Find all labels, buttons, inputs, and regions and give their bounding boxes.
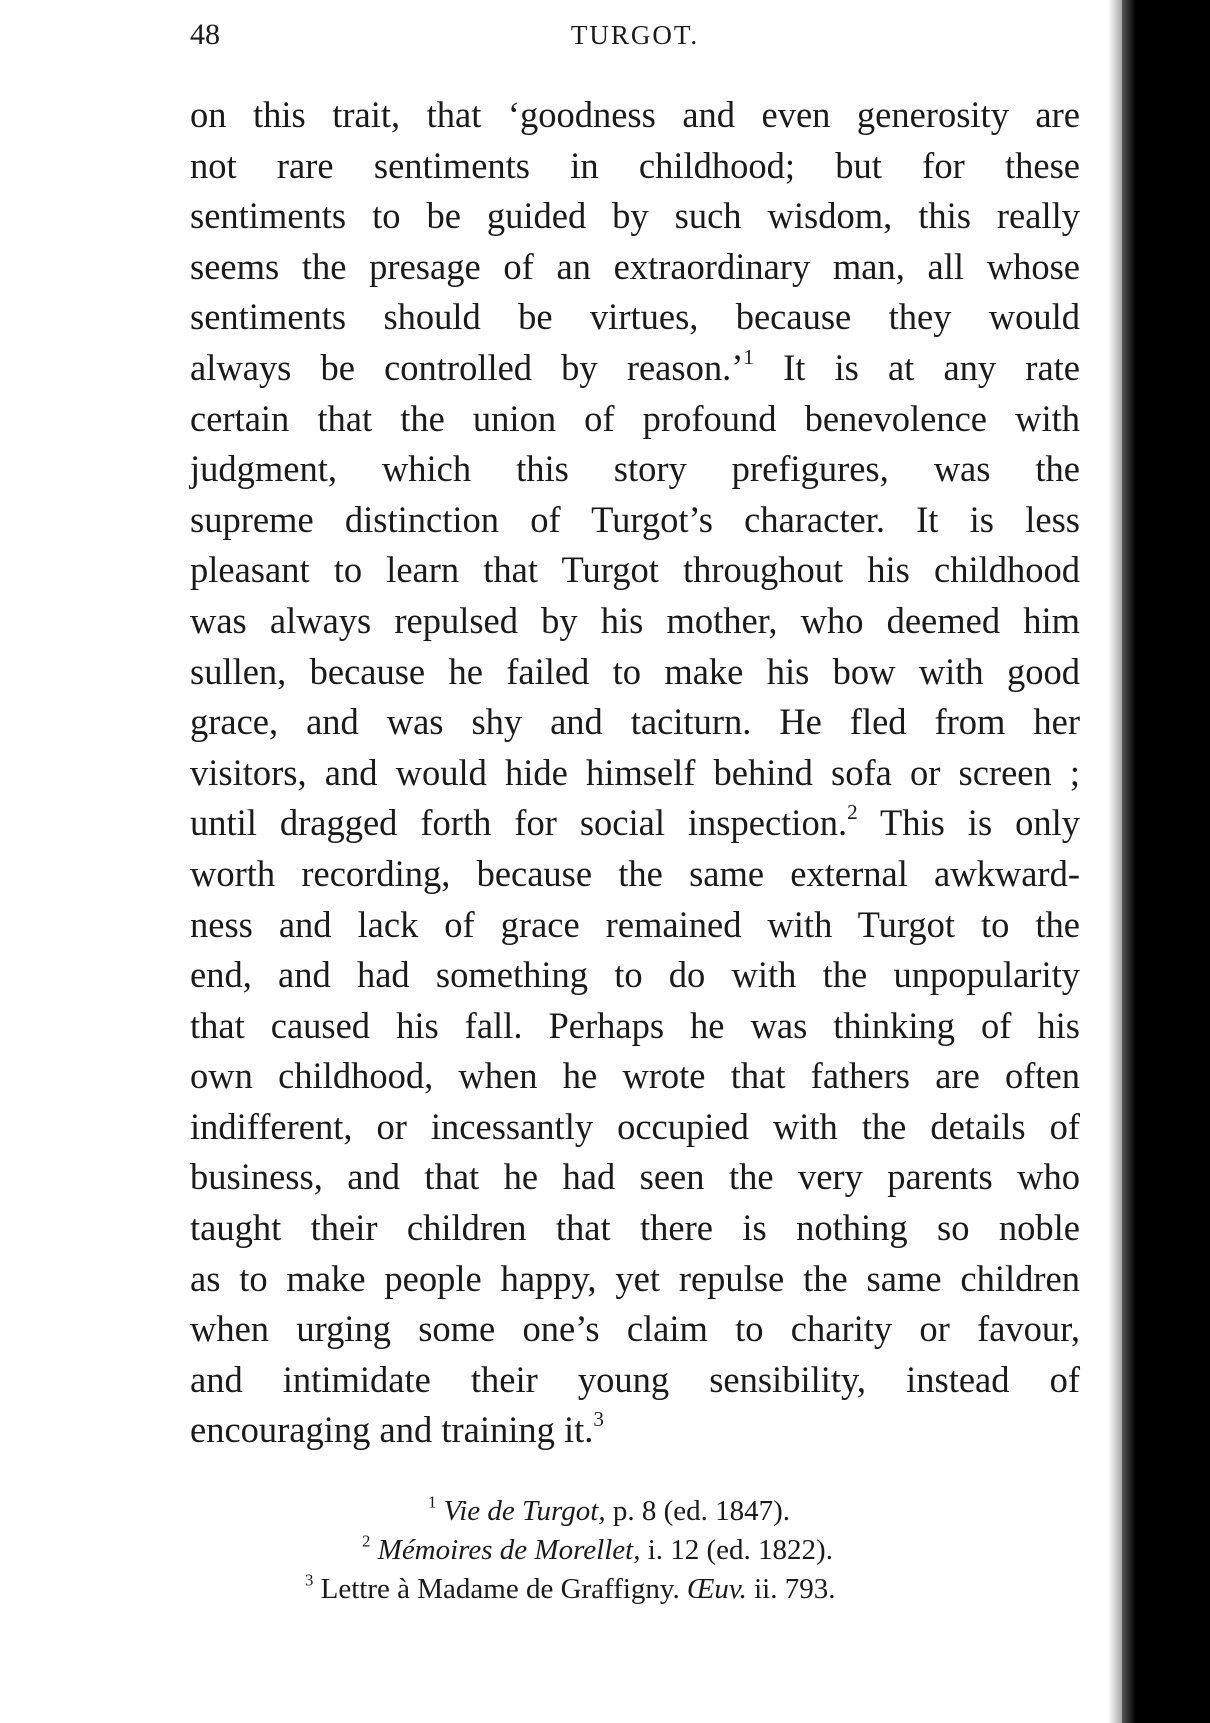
footnote-reference: 2: [847, 800, 858, 825]
text-line-content: and intimidate their young sensibility, instead of: [190, 1358, 1080, 1400]
text-line-content: on this trait, that ‘goodness and even generosity are: [190, 94, 1080, 135]
text-line-content: was always repulsed by his mother, who deemed him: [190, 599, 1080, 641]
text-line-content: supreme distinction of Turgot’s character. It is less: [190, 498, 1080, 540]
text-line: [190, 1203, 1080, 1254]
text-line-continuation: It is at any rate: [753, 346, 1080, 388]
text-line-content: when urging some one’s claim to charity or favour,: [190, 1308, 1080, 1350]
text-line-content: sentiments to be guided by such wisdom, this really: [190, 195, 1080, 237]
page-number: 48: [190, 18, 220, 51]
text-line-content: as to make people happy, yet repulse the same children: [190, 1257, 1080, 1299]
text-line: [190, 748, 1080, 799]
text-line-continuation: This is only: [857, 802, 1081, 844]
footnote-marker: 3: [305, 1570, 314, 1590]
text-line: [190, 1102, 1080, 1153]
footnote-marker: 2: [362, 1531, 371, 1551]
text-line: [190, 394, 1080, 445]
text-line-content: until dragged forth for social inspection.: [190, 802, 848, 844]
body-text: [190, 90, 1080, 1456]
text-line-content: end, and had something to do with the unpopularity: [190, 954, 1080, 996]
text-line-content: sentiments should be virtues, because they would: [190, 296, 1080, 338]
page-header: [190, 18, 1080, 58]
footnote: [190, 1492, 1080, 1531]
text-line: [190, 849, 1080, 900]
text-line-content: judgment, which this story prefigures, was the: [190, 448, 1080, 490]
text-line: [190, 242, 1080, 293]
text-line-content: worth recording, because the same external awkward-: [190, 852, 1080, 894]
text-line-content: always be controlled by reason.’: [190, 346, 744, 388]
text-line: [190, 1355, 1080, 1406]
text-line: [190, 444, 1080, 495]
footnote-reference: 1: [743, 345, 754, 370]
text-line: [190, 798, 1080, 849]
text-line: [190, 647, 1080, 698]
text-line-content: pleasant to learn that Turgot throughout his childhood: [190, 549, 1080, 591]
text-line: [190, 1001, 1080, 1052]
text-line-content: visitors, and would hide himself behind sofa or screen ;: [190, 751, 1080, 793]
footnote-citation: ii. 793.: [746, 1573, 836, 1605]
text-line-content: business, and that he had seen the very parents who: [190, 1156, 1080, 1198]
footnotes: [190, 1492, 1080, 1609]
text-line: [190, 1405, 1080, 1456]
text-line-content: own childhood, when he wrote that fathers are often: [190, 1055, 1080, 1097]
text-line-content: sullen, because he failed to make his bow with good: [190, 650, 1080, 692]
text-line: [190, 1254, 1080, 1305]
text-line-content: not rare sentiments in childhood; but for these: [190, 144, 1080, 186]
text-line: [190, 596, 1080, 647]
footnote-reference: 3: [593, 1407, 604, 1432]
text-line: [190, 1304, 1080, 1355]
page-edge-shadow: [1122, 0, 1210, 1723]
text-line-content: encouraging and training it.: [190, 1409, 594, 1451]
text-line: [190, 1051, 1080, 1102]
text-line: [190, 495, 1080, 546]
text-line: [190, 191, 1080, 242]
footnote-title: Mémoires de Morellet,: [377, 1534, 641, 1566]
footnote-marker: 1: [428, 1492, 437, 1512]
footnote-text: Lettre à Madame de Graffigny.: [313, 1573, 688, 1605]
text-line-content: ness and lack of grace remained with Turgot to the: [190, 903, 1080, 945]
footnote-title: Vie de Turgot,: [443, 1495, 606, 1527]
text-line: [190, 900, 1080, 951]
footnote: [190, 1531, 1080, 1570]
text-line-content: that caused his fall. Perhaps he was thinking of his: [190, 1004, 1080, 1046]
text-line: [190, 545, 1080, 596]
text-line-content: grace, and was shy and taciturn. He fled from her: [190, 701, 1080, 743]
text-line: [190, 697, 1080, 748]
text-line: [190, 292, 1080, 343]
footnote: [190, 1570, 1080, 1609]
footnote-title: Œuv.: [687, 1573, 747, 1605]
text-line: [190, 950, 1080, 1001]
text-line: [190, 90, 1080, 141]
text-line-content: indifferent, or incessantly occupied with the details of: [190, 1105, 1080, 1147]
running-head: TURGOT.: [570, 20, 700, 50]
footnote-citation: p. 8 (ed. 1847).: [605, 1495, 791, 1527]
text-line-content: seems the presage of an extraordinary man, all whose: [190, 245, 1080, 287]
text-line: [190, 1152, 1080, 1203]
text-line-content: taught their children that there is nothing so noble: [190, 1207, 1080, 1249]
text-line-content: certain that the union of profound benevolence with: [190, 397, 1080, 439]
text-line: [190, 141, 1080, 192]
footnote-citation: i. 12 (ed. 1822).: [640, 1534, 833, 1566]
text-line: [190, 343, 1080, 394]
